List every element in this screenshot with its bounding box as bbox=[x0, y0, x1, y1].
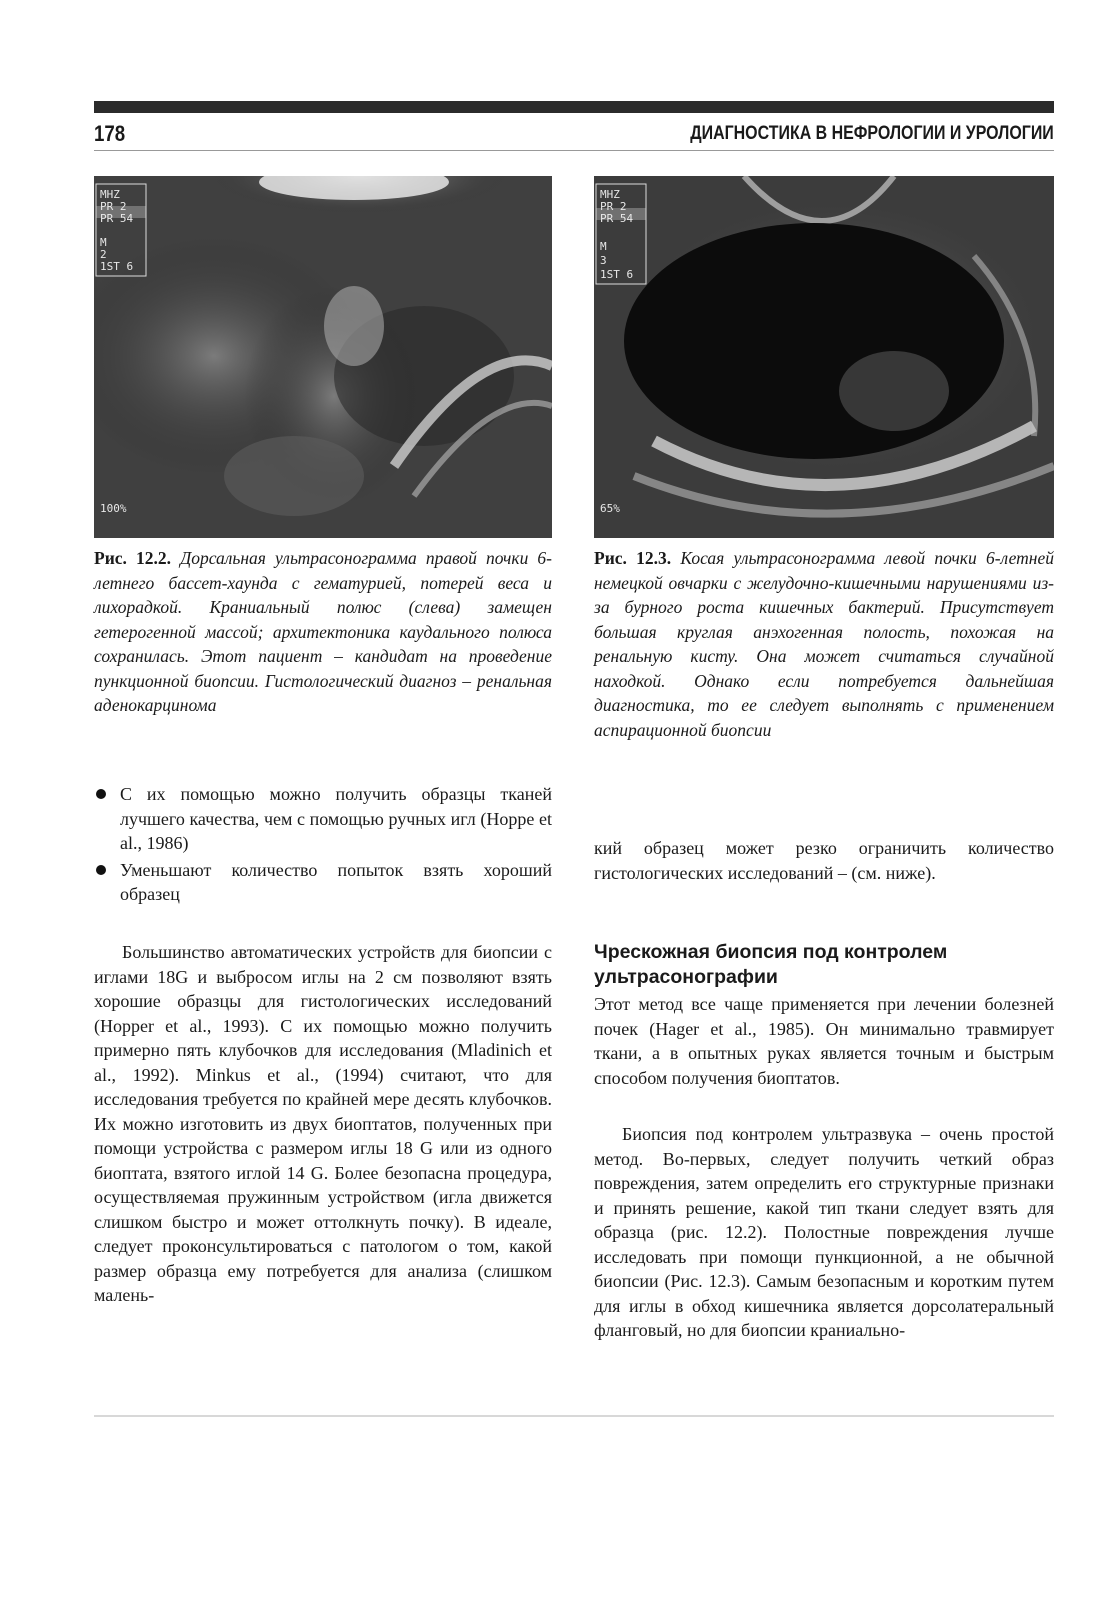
us-overlay-text: 1ST 6 bbox=[100, 260, 134, 273]
list-item bbox=[94, 858, 552, 907]
caption-label: Рис. 12.2. bbox=[94, 548, 171, 568]
footer-rule bbox=[94, 1415, 1054, 1417]
ultrasound-image-right bbox=[594, 176, 1054, 538]
caption-text: Косая ультрасонограмма левой почки 6-летней немецкой овчарки с желудочно-кишечными нарушениями из-за бурного роста кишечных бактерий. Присутствует большая круглая анэхогенная полость, похожая на ренальную кисту. Она может считаться случайной находкой. Однако если потребуется дальнейшая диагностика, то ее следует выполнять с применением аспирационной биопсии bbox=[594, 548, 1054, 740]
us-corner-text: 65% bbox=[600, 502, 620, 515]
us-overlay-text: 3 bbox=[600, 254, 607, 267]
header-rule bbox=[94, 150, 1054, 151]
us-overlay-text: PR 2 bbox=[600, 200, 627, 213]
bullet-icon bbox=[96, 865, 106, 875]
list-item bbox=[94, 782, 552, 856]
running-head: ДИАГНОСТИКА В НЕФРОЛОГИИ И УРОЛОГИИ bbox=[690, 123, 1054, 144]
us-overlay-text: MHZ bbox=[100, 188, 120, 201]
figure-12-2-ultrasound bbox=[94, 176, 552, 538]
body-paragraph: Большинство автоматических устройств для биопсии с иглами 18G и выбросом иглы на 2 см позволяют взять хорошие образцы для гистологических исследований (Hopper et al., 1993). С их помощью можно получить примерно пять клубочков для исследования (Mladinich et al., 1992). Minkus et al., (1994) считают, что для исследования требуется по крайней мере десять клубочков. Их можно изготовить из двух биоптатов, полученных при помощи устройства с размером иглы 18 G или из одного биоптата, взятого иглой 14 G. Более безопасна процедура, осуществляемая пружинным устройством (игла движется слишком быстро и может оттолкнуть почку). В идеале, следует проконсультироваться с патологом о том, какой размер образца ему потребуется для анализа (слишком малень- bbox=[94, 942, 552, 1305]
bullet-icon bbox=[96, 789, 106, 799]
body-paragraph: Этот метод все чаще применяется при лечении болезней почек (Hager et al., 1985). Он минимально травмирует ткани, а в опытных руках является точным и быстрым способом получения биоптатов. bbox=[594, 994, 1054, 1088]
page-number: 178 bbox=[94, 121, 126, 146]
us-overlay-text: 2 bbox=[100, 248, 107, 261]
ultrasound-image-left bbox=[94, 176, 552, 538]
list-item-text: Уменьшают количество попыток взять хороший образец bbox=[120, 859, 552, 904]
list-item-text: С их помощью можно получить образцы тканей лучшего качества, чем с помощью ручных игл (Hoppe et al., 1986) bbox=[120, 784, 552, 853]
figure-12-2-caption bbox=[94, 546, 552, 718]
us-overlay-text: PR 2 bbox=[100, 200, 127, 213]
us-overlay-text: MHZ bbox=[600, 188, 620, 201]
top-rule-bar bbox=[94, 101, 1054, 113]
us-overlay-text: M bbox=[100, 236, 107, 249]
bullet-list bbox=[94, 782, 552, 909]
caption-label: Рис. 12.3. bbox=[594, 548, 672, 568]
us-corner-text: 100% bbox=[100, 502, 127, 515]
us-overlay-text: M bbox=[600, 240, 607, 253]
body-paragraph: Биопсия под контролем ультразвука – очень простой метод. Во-первых, следует получить четкий образ повреждения, затем определить его структурные признаки и принять решение, какой тип ткани следует взять для образца (рис. 12.2). Полостные повреждения лучше исследовать при помощи пункционной, а не обычной биопсии (Рис. 12.3). Самым безопасным и коротким путем для иглы в обход кишечника является дорсолатеральный фланговый, но для биопсии краниально- bbox=[594, 1124, 1054, 1340]
caption-text: Дорсальная ультрасонограмма правой почки 6-летнего бассет-хаунда с гематурией, потерей веса и лихорадкой. Краниальный полюс (слева) замещен гетерогенной массой; архитектоника каудального полюса сохранилась. Этот пациент – кандидат на проведение пункционной биопсии. Гистологический диагноз – ренальная аденокарцинома bbox=[94, 548, 552, 715]
us-overlay-text: 1ST 6 bbox=[600, 268, 634, 281]
section-heading: Чрескожная биопсия под контролем ультрасонографии bbox=[594, 941, 948, 988]
figure-12-3-ultrasound bbox=[594, 176, 1054, 538]
body-paragraph-continued: кий образец может резко ограничить количество гистологических исследований – (см. ниже). bbox=[594, 838, 1054, 883]
us-overlay-text: PR 54 bbox=[600, 212, 634, 225]
us-overlay-text: PR 54 bbox=[100, 212, 134, 225]
figure-12-3-caption bbox=[594, 546, 1054, 742]
